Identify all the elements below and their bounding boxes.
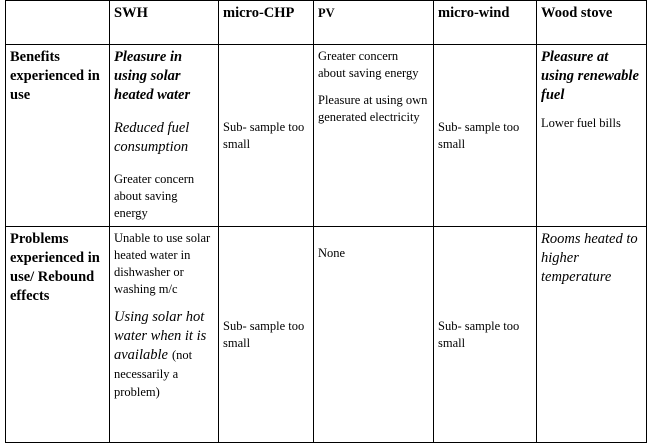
benefits-micro-wind-cell: Sub- sample too small <box>434 45 537 227</box>
problems-swh-cell <box>110 227 219 443</box>
header-wood-stove: Wood stove <box>537 1 647 45</box>
header-micro-wind: micro-wind <box>434 1 537 45</box>
swh-benefit-pleasure: Pleasure in using solar heated water <box>114 49 191 103</box>
pv-benefit-pleasure: Pleasure at using own generated electricity <box>318 93 428 124</box>
swh-benefit-reduced-fuel: Reduced fuel consumption <box>114 120 190 155</box>
problems-micro-chp-cell: Sub- sample too small <box>219 227 314 443</box>
header-micro-chp: micro-CHP <box>219 1 314 45</box>
benefits-swh-cell <box>110 45 219 227</box>
header-swh: SWH <box>110 1 219 45</box>
problems-wood-stove-cell: Rooms heated to higher temperature <box>537 227 647 443</box>
benefits-row-label: Benefits experienced in use <box>6 45 110 227</box>
swh-benefit-concern: Greater concern about saving energy <box>114 172 195 220</box>
problems-pv-cell: None <box>314 227 434 443</box>
problems-row <box>6 227 647 443</box>
benefits-micro-chp-cell: Sub- sample too small <box>219 45 314 227</box>
benefits-pv-cell <box>314 45 434 227</box>
swh-problem-usage-italic: Using solar hot water when it is available <box>114 309 207 363</box>
pv-benefit-concern: Greater concern about saving energy <box>318 49 419 80</box>
problems-micro-wind-cell: Sub- sample too small <box>434 227 537 443</box>
problems-row-label: Problems experienced in use/ Rebound effects <box>6 227 110 443</box>
header-pv: PV <box>314 1 434 45</box>
findings-table <box>5 0 647 443</box>
swh-problem-usage-note: (not necessarily a problem) <box>114 348 193 399</box>
benefits-wood-stove-cell <box>537 45 647 227</box>
benefits-row <box>6 45 647 227</box>
swh-problem-dishwasher: Unable to use solar heated water in dishwasher or washing m/c <box>114 231 211 296</box>
header-row <box>6 1 647 45</box>
wood-benefit-lower-bills: Lower fuel bills <box>541 116 621 130</box>
swh-problem-usage <box>114 308 214 401</box>
wood-benefit-pleasure: Pleasure at using renewable fuel <box>541 49 639 103</box>
header-blank-cell <box>6 1 110 45</box>
